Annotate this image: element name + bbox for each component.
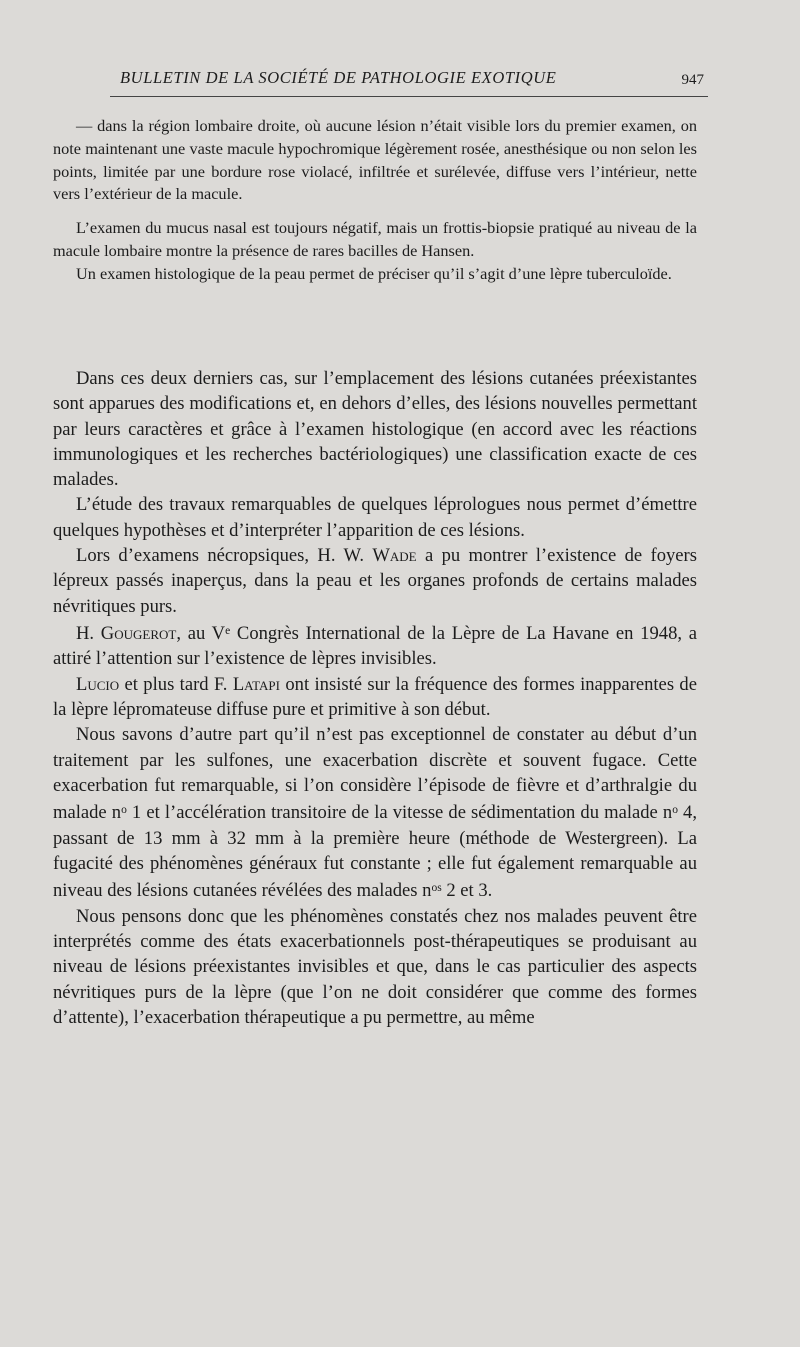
case-description-block xyxy=(53,115,697,286)
text-run: et plus tard F. xyxy=(119,673,233,695)
paragraph: Nous pensons donc que les phénomènes constatés chez nos malades peuvent être interprétés comme des états exacerbationnels post-thérapeutiques se produisant au niveau de lésions préexistantes invisibles et que, dans le cas particulier des aspects névritiques purs de la lèpre (que l’on ne doit considérer que comme des formes d’attente), l’exacerbation thérapeutique a pu permettre, au même xyxy=(53,905,697,1028)
running-head xyxy=(110,64,710,94)
paragraph: L’étude des travaux remarquables de quelques léprologues nous permet d’émettre quelques hypothèses et d’interpréter l’apparition de ces lésions. xyxy=(53,494,697,541)
text-run: H. xyxy=(76,623,101,645)
page-number: 947 xyxy=(681,72,704,88)
paragraph: Dans ces deux derniers cas, sur l’emplacement des lésions cutanées préexistantes sont apparues des modifications et, en dehors d’elles, des lésions nouvelles permettant par leurs caractères et grâce à l’examen histologique (en accord avec les réactions immunologiques et les recherches bactériologiques) une classification exacte de ces malades. xyxy=(53,368,697,491)
paragraph: — dans la région lombaire droite, où aucune lésion n’était visible lors du premier examen, on note maintenant une vaste macule hypochromique légèrement rosée, anesthésique ou non selon les points, limitée par une bordure rose violacé, infiltrée et surélevée, diffuse vers l’intérieur, nette vers l’extérieur de la macule. xyxy=(53,116,697,204)
paragraph xyxy=(53,619,697,672)
journal-title: BULLETIN DE LA SOCIÉTÉ DE PATHOLOGIE EXOTIQUE xyxy=(120,68,557,87)
paragraph: L’examen du mucus nasal est toujours négatif, mais un frottis-biopsie pratiqué au niveau de la macule lombaire montre la présence de rares bacilles de Hansen. xyxy=(53,218,697,260)
paragraph xyxy=(53,722,697,903)
text-run: 1 et l’accélération transitoire de la vitesse de sédimentation du malade n xyxy=(126,802,673,824)
superscript: o xyxy=(121,804,127,817)
paragraph: Un examen histologique de la peau permet de préciser qu’il s’agit d’une lèpre tuberculoïde. xyxy=(76,263,672,283)
superscript: o xyxy=(672,804,678,817)
text-run: a pu montrer l’existence de foyers lépreux passés inaperçus, dans la peau et les organes profonds de certains malades névritiques purs. xyxy=(53,545,697,617)
text-run: ont insisté sur la fréquence des formes inapparentes de la lèpre lépromateuse diffuse pure et primitive à son début. xyxy=(53,673,697,721)
text-run: Nous savons d’autre part qu’il n’est pas exceptionnel de constater au début d’un traitement par les sulfones, une exacerbation discrète et souvent fugace. Cette exacerbation fut remarquable, si l’on considère l’épisode de fièvre et d’arthralgie du malade n xyxy=(53,724,697,824)
author-name: Latapi xyxy=(232,673,280,695)
paragraph xyxy=(53,543,697,619)
discussion-block xyxy=(53,366,697,1030)
text-run: Congrès International de la Lèpre de La Havane en 1948, a attiré l’attention sur l’existence de lèpres invisibles. xyxy=(53,623,697,670)
text-run: 2 et 3. xyxy=(441,880,493,902)
paragraph xyxy=(53,672,697,723)
superscript: os xyxy=(431,882,442,895)
author-name: Lucio xyxy=(76,673,120,695)
text-run: 4, passant de 13 mm à 32 mm à la première heure (méthode de Westergreen). La fugacité des phénomènes généraux fut constante ; elle fut également remarquable au niveau des lésions cutanées révélées des malades n xyxy=(53,802,698,902)
superscript: e xyxy=(225,624,231,637)
text-run: Lors d’examens nécropsiques, H. W. xyxy=(76,545,373,567)
text-run: , au V xyxy=(176,623,226,645)
author-name: Gougerot xyxy=(100,623,177,645)
header-rule xyxy=(110,96,708,97)
author-name: Wade xyxy=(372,545,417,567)
